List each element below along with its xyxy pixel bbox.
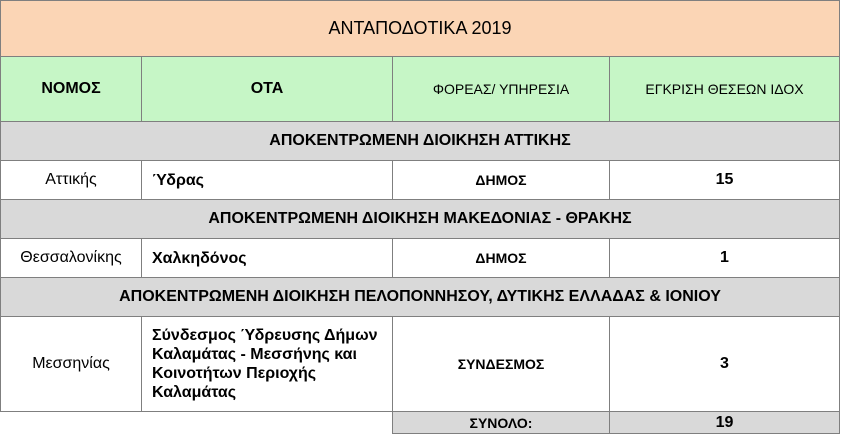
region-row (1, 122, 840, 161)
column-header-egkrisi: ΕΓΚΡΙΣΗ ΘΕΣΕΩΝ ΙΔΟΧ (610, 57, 840, 122)
region-row (1, 278, 840, 317)
table-row (1, 317, 840, 412)
table-row (1, 161, 840, 200)
empty-cell (142, 412, 393, 434)
table-title: ΑΝΤΑΠΟΔΟΤΙΚΑ 2019 (1, 1, 840, 57)
ota-cell: Σύνδεσμος Ύδρευσης Δήμων Καλαμάτας - Μεσσήνης και Κοινοτήτων Περιοχής Καλαμάτας (142, 317, 393, 412)
foreas-cell: ΔΗΜΟΣ (393, 239, 610, 278)
positions-count-cell: 15 (610, 161, 840, 200)
header-row (1, 57, 840, 122)
column-header-foreas: ΦΟΡΕΑΣ/ ΥΠΗΡΕΣΙΑ (393, 57, 610, 122)
nomos-cell: Αττικής (1, 161, 142, 200)
ota-cell: Ύδρας (142, 161, 393, 200)
column-header-nomos: ΝΟΜΟΣ (1, 57, 142, 122)
total-label: ΣΥΝΟΛΟ: (393, 412, 610, 434)
ota-cell: Χαλκηδόνος (142, 239, 393, 278)
nomos-cell: Θεσσαλονίκης (1, 239, 142, 278)
region-heading: ΑΠΟΚΕΝΤΡΩΜΕΝΗ ΔΙΟΙΚΗΣΗ ΜΑΚΕΔΟΝΙΑΣ - ΘΡΑΚΗΣ (1, 200, 840, 239)
column-header-ota: ΟΤΑ (142, 57, 393, 122)
region-row (1, 200, 840, 239)
positions-count-cell: 3 (610, 317, 840, 412)
title-row (1, 1, 840, 57)
foreas-cell: ΣΥΝΔΕΣΜΟΣ (393, 317, 610, 412)
empty-cell (1, 412, 142, 434)
total-value: 19 (610, 412, 840, 434)
foreas-cell: ΔΗΜΟΣ (393, 161, 610, 200)
nomos-cell: Μεσσηνίας (1, 317, 142, 412)
table-row (1, 239, 840, 278)
total-row (1, 412, 840, 434)
region-heading: ΑΠΟΚΕΝΤΡΩΜΕΝΗ ΔΙΟΙΚΗΣΗ ΠΕΛΟΠΟΝΝΗΣΟΥ, ΔΥΤΙΚΗΣ ΕΛΛΑΔΑΣ & ΙΟΝΙΟΥ (1, 278, 840, 317)
positions-count-cell: 1 (610, 239, 840, 278)
region-heading: ΑΠΟΚΕΝΤΡΩΜΕΝΗ ΔΙΟΙΚΗΣΗ ΑΤΤΙΚΗΣ (1, 122, 840, 161)
